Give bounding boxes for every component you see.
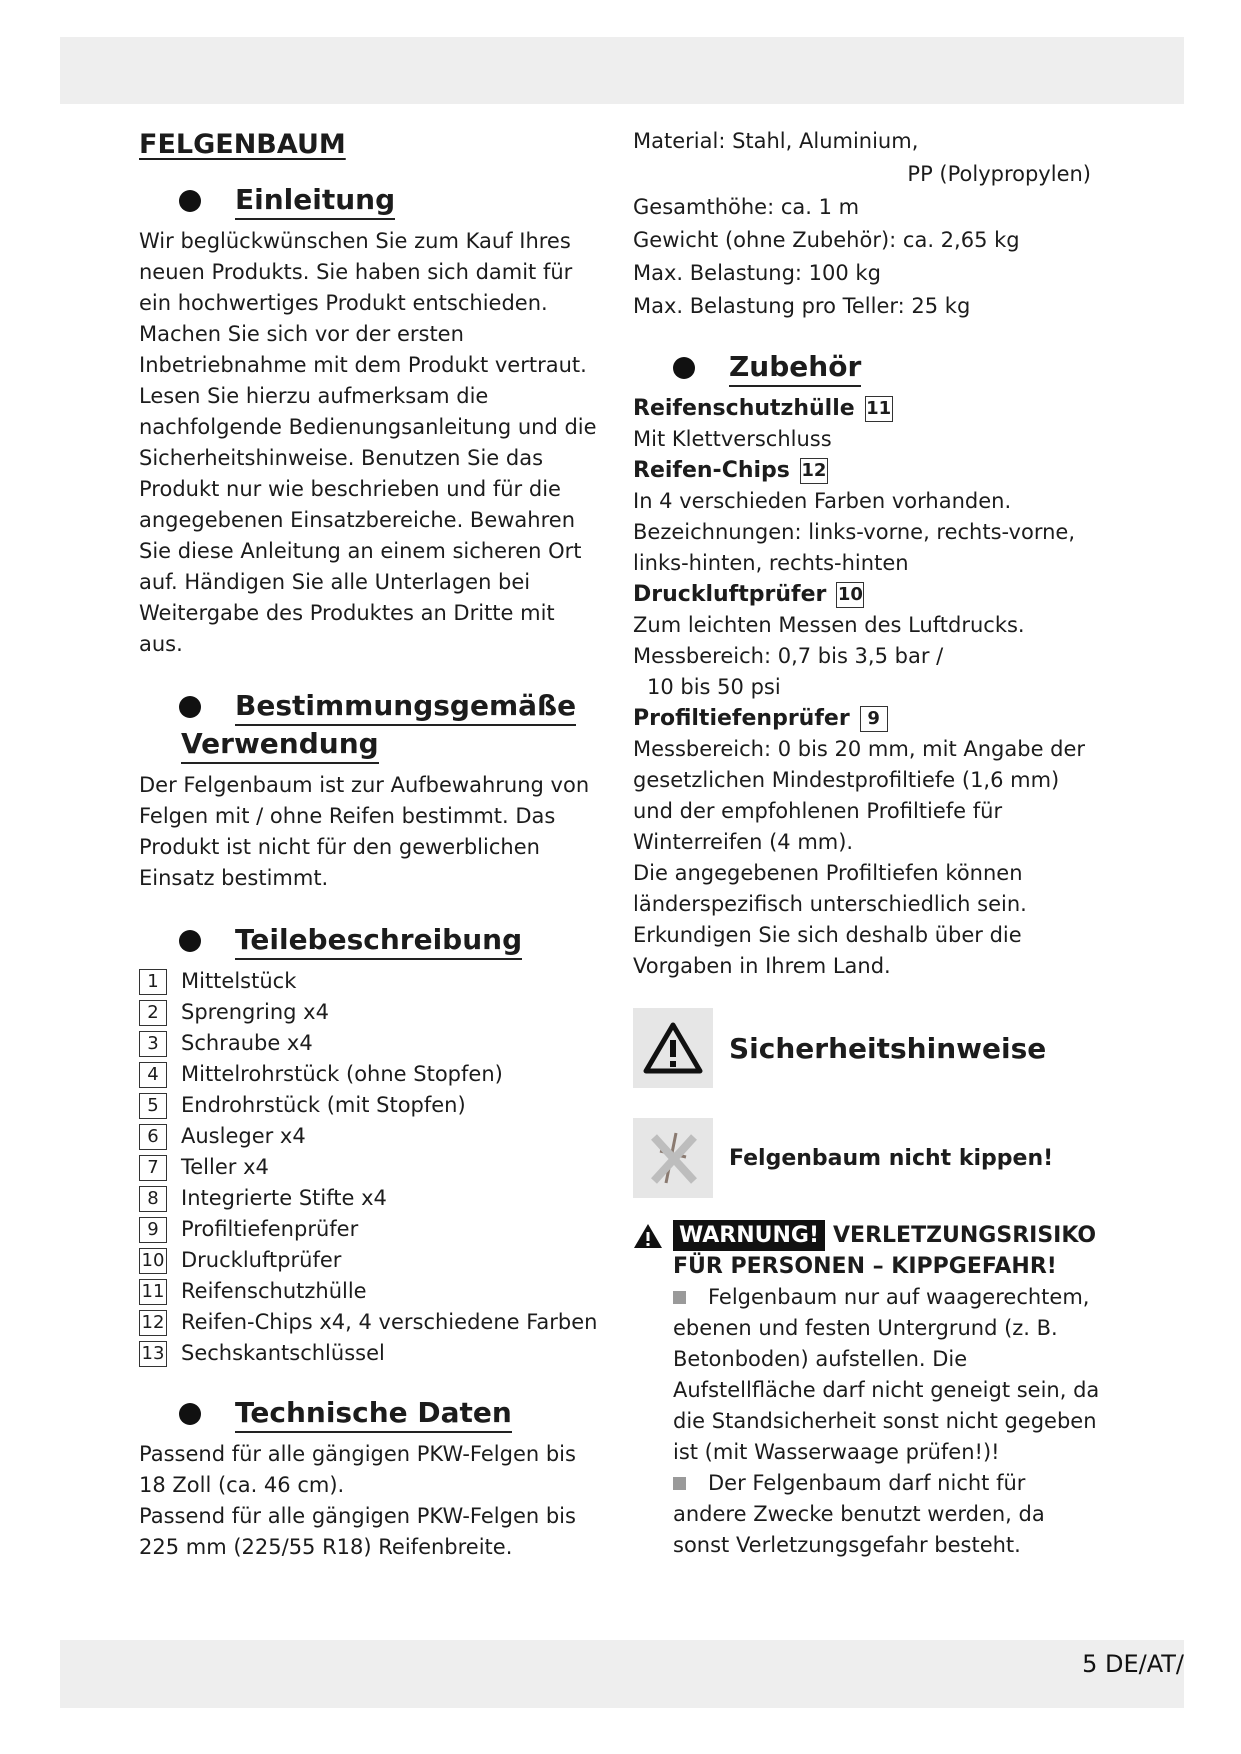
footer-bar: [60, 1640, 1184, 1708]
list-item: 9 Profiltiefenprüfer: [139, 1214, 599, 1245]
bullet-icon: [179, 190, 201, 212]
einleitung-text: Wir beglückwünschen Sie zum Kauf Ihres neuen Produkts. Sie haben sich damit für ein hochwertiges Produkt entschieden. Machen Sie sich vor der ersten Inbetriebnahme mit dem Produkt vertraut. Lesen Sie hierzu aufmerksam die nachfolgende Bedienungsanleitung und die Sicherheitshinweise. Benutzen Sie das Produkt nur wie beschrieben und für die angegebenen Einsatzbereiche. Bewahren Sie diese Anleitung an einem sicheren Ort auf. Händigen Sie alle Unterlagen bei Weitergabe des Produktes an Dritte mit aus.: [139, 229, 597, 656]
list-item: 6 Ausleger x4: [139, 1121, 599, 1152]
warning-title: VERLETZUNGSRISIKO: [833, 1223, 1097, 1248]
bullet-icon: [179, 1403, 201, 1425]
bestimmung-text: Der Felgenbaum ist zur Aufbewahrung von Felgen mit / ohne Reifen bestimmt. Das Produkt ist nicht für den gewerblichen Einsatz bestimmt.: [139, 773, 590, 890]
accessory-title: Reifenschutzhülle 11: [633, 396, 892, 421]
section-einleitung-heading: Einleitung: [139, 182, 599, 220]
list-item: 3 Schraube x4: [139, 1028, 599, 1059]
warning-item: Der Felgenbaum darf nicht für andere Zwecke benutzt werden, da sonst Verletzungsgefahr besteht.: [673, 1471, 1045, 1557]
section-bestimmung-heading: Bestimmungsgemäße Verwendung: [139, 688, 599, 764]
bullet-icon: [673, 357, 695, 379]
header-bar: [60, 37, 1184, 104]
accessory-text: Mit Klettverschluss: [633, 427, 832, 451]
square-bullet-icon: [673, 1291, 686, 1304]
warning-badge: WARNUNG!: [673, 1220, 825, 1251]
list-item: 8 Integrierte Stifte x4: [139, 1183, 599, 1214]
list-item: 2 Sprengring x4: [139, 997, 599, 1028]
list-item: 10 Druckluftprüfer: [139, 1245, 599, 1276]
section-zubehoer-heading: Zubehör: [633, 349, 1101, 387]
warning-icon: [633, 1223, 663, 1249]
parts-list: [139, 966, 599, 1369]
accessory-title: Druckluftprüfer 10: [633, 582, 863, 607]
page-number: 5 DE/AT/: [1082, 1650, 1184, 1678]
material-line-2: PP (Polypropylen): [907, 162, 1091, 186]
list-item: 12 Reifen-Chips x4, 4 verschiedene Farben: [139, 1307, 599, 1338]
warning-title-2: FÜR PERSONEN – KIPPGEFAHR!: [673, 1254, 1057, 1279]
accessory-title: Profiltiefenprüfer 9: [633, 703, 1101, 734]
list-item: 7 Teller x4: [139, 1152, 599, 1183]
max-load: Max. Belastung: 100 kg: [633, 261, 881, 285]
bullet-icon: [179, 696, 201, 718]
right-column: [633, 125, 1101, 1561]
accessory-text: Bezeichnungen: links-vorne, rechts-vorne, links-hinten, rechts-hinten: [633, 520, 1075, 575]
list-item: 1 Mittelstück: [139, 966, 599, 997]
accessory-text: 10 bis 50 psi: [647, 675, 781, 699]
square-bullet-icon: [673, 1477, 686, 1490]
total-height: Gesamthöhe: ca. 1 m: [633, 195, 860, 219]
accessory-title: Reifen-Chips 12: [633, 458, 827, 483]
no-tip-row: [633, 1118, 1101, 1198]
accessory-text: In 4 verschieden Farben vorhanden.: [633, 489, 1012, 513]
list-item: 4 Mittelrohrstück (ohne Stopfen): [139, 1059, 599, 1090]
material-line-1: Material: Stahl, Aluminium,: [633, 129, 919, 153]
warning-triangle-icon: [633, 1008, 713, 1088]
warning-line: [633, 1220, 1101, 1251]
no-tip-text: Felgenbaum nicht kippen!: [729, 1145, 1054, 1171]
safety-heading-row: [633, 1008, 1101, 1088]
safety-title: Sicherheitshinweise: [729, 1031, 1047, 1065]
no-tipping-icon: [633, 1118, 713, 1198]
tech-text-1: Passend für alle gängigen PKW-Felgen bis 18 Zoll (ca. 46 cm).: [139, 1442, 576, 1497]
list-item: 13 Sechskantschlüssel: [139, 1338, 599, 1369]
warning-item: Felgenbaum nur auf waagerechtem, ebenen und festen Untergrund (z. B. Betonboden) aufstellen. Die Aufstellfläche darf nicht geneigt sein, da die Standsicherheit sonst nicht gegeben ist (mit Wasserwaage prüfen!)!: [673, 1285, 1100, 1464]
accessory-text: Die angegebenen Profiltiefen können länderspezifisch unterschiedlich sein. Erkundigen Sie sich deshalb über die Vorgaben in Ihrem Land.: [633, 861, 1027, 978]
accessory-text: Zum leichten Messen des Luftdrucks.: [633, 613, 1025, 637]
section-teile-heading: Teilebeschreibung: [139, 922, 599, 960]
bullet-icon: [179, 930, 201, 952]
tech-text-2: Passend für alle gängigen PKW-Felgen bis 225 mm (225/55 R18) Reifenbreite.: [139, 1504, 576, 1559]
max-load-per-plate: Max. Belastung pro Teller: 25 kg: [633, 294, 971, 318]
list-item: 5 Endrohrstück (mit Stopfen): [139, 1090, 599, 1121]
accessory-text: Messbereich: 0 bis 20 mm, mit Angabe der gesetzlichen Mindestprofiltiefe (1,6 mm) und der empfohlenen Profiltiefe für Winterreifen (4 mm).: [633, 737, 1086, 854]
page-title: FELGENBAUM: [139, 129, 346, 160]
weight: Gewicht (ohne Zubehör): ca. 2,65 kg: [633, 228, 1020, 252]
accessory-text: Messbereich: 0,7 bis 3,5 bar /: [633, 644, 944, 668]
list-item: 11 Reifenschutzhülle: [139, 1276, 599, 1307]
left-column: [139, 125, 599, 1591]
section-tech-heading: Technische Daten: [139, 1395, 599, 1433]
